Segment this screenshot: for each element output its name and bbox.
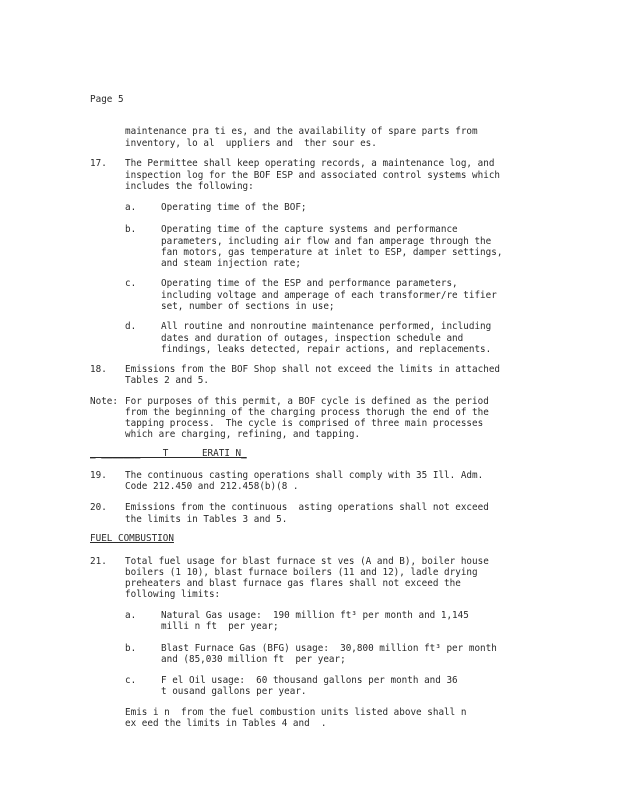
condition-19-line-1: The continuous casting operations shall comply with 35 Ill. Adm. [125,470,484,481]
condition-18-line-1: Emissions from the BOF Shop shall not exceed the limits in attached [125,364,501,375]
page-label: Page 5 [90,94,124,105]
condition-17-line-3: includes the following: [125,181,254,192]
condition-17-line-2: inspection log for the BOF ESP and associated control systems which [125,170,501,181]
subitem-17d-line-1: All routine and nonroutine maintenance performed, including [161,321,492,332]
subitem-17b-line-2: parameters, including air flow and fan amperage through the [161,236,492,247]
subitem-17b-line-3: fan motors, gas temperature at inlet to ESP, damper settings, [161,247,503,258]
condition-21-line-3: preheaters and blast furnace gas flares shall not exceed the [125,578,461,589]
subitem-label: d. [125,321,137,332]
condition-number: 19. [90,470,107,481]
condition-21-line-1: Total fuel usage for blast furnace st ves (A and B), boiler house [125,556,489,567]
condition-19-line-2: Code 212.450 and 212.458(b)(8 . [125,481,299,492]
intro-line-1: maintenance pra ti es, and the availability of spare parts from [125,126,478,137]
intro-line-2: inventory, lo al uppliers and ther sour es. [125,138,377,149]
subitem-17a-line-1: Operating time of the BOF; [161,202,307,213]
subitem-label: a. [125,202,137,213]
condition-20-line-2: the limits in Tables 3 and 5. [125,514,288,525]
note-line-1: For purposes of this permit, a BOF cycle is defined as the period [125,396,489,407]
subitem-17c-line-2: including voltage and amperage of each transformer/re tifier [161,290,497,301]
subitem-21a-line-2: milli n ft per year; [161,621,279,632]
subitem-17c-line-3: set, number of sections in use; [161,301,335,312]
note-line-4: which are charging, refining, and tapping. [125,429,361,440]
condition-20-line-1: Emissions from the continuous asting operations shall not exceed [125,502,489,513]
condition-number: 20. [90,502,107,513]
condition-number: 17. [90,158,107,169]
condition-number: 21. [90,556,107,567]
subitem-17d-line-2: dates and duration of outages, inspection schedule and [161,333,464,344]
subitem-21c-line-2: t ousand gallons per year. [161,686,307,697]
condition-number: 18. [90,364,107,375]
subitem-21b-line-1: Blast Furnace Gas (BFG) usage: 30,800 million ft³ per month [161,643,497,654]
condition-21-closing-line-2: ex eed the limits in Tables 4 and . [125,718,327,729]
subitem-21a-line-1: Natural Gas usage: 190 million ft³ per month and 1,145 [161,610,469,621]
section-heading-continuous-casting: _ _______ T ERATI N_ [90,448,247,459]
note-line-3: tapping process. The cycle is comprised of three main processes [125,418,484,429]
condition-18-line-2: Tables 2 and 5. [125,375,209,386]
condition-21-line-2: boilers (1 10), blast furnace boilers (11 and 12), ladle drying [125,567,478,578]
subitem-17d-line-3: findings, leaks detected, repair actions, and replacements. [161,344,492,355]
subitem-17b-line-1: Operating time of the capture systems and performance [161,224,458,235]
subitem-17b-line-4: and steam injection rate; [161,258,301,269]
subitem-label: b. [125,643,137,654]
subitem-21b-line-2: and (85,030 million ft per year; [161,654,346,665]
subitem-21c-line-1: F el Oil usage: 60 thousand gallons per month and 36 [161,675,458,686]
subitem-label: a. [125,610,137,621]
note-line-2: from the beginning of the charging process thorugh the end of the [125,407,489,418]
subitem-label: c. [125,675,137,686]
condition-21-line-4: following limits: [125,589,221,600]
note-label: Note: [90,396,118,407]
section-heading-fuel-combustion: FUEL COMBUSTION [90,533,174,544]
condition-17-line-1: The Permittee shall keep operating records, a maintenance log, and [125,158,495,169]
subitem-label: b. [125,224,137,235]
subitem-label: c. [125,278,137,289]
subitem-17c-line-1: Operating time of the ESP and performance parameters, [161,278,458,289]
condition-21-closing-line-1: Emis i n from the fuel combustion units listed above shall n [125,707,467,718]
